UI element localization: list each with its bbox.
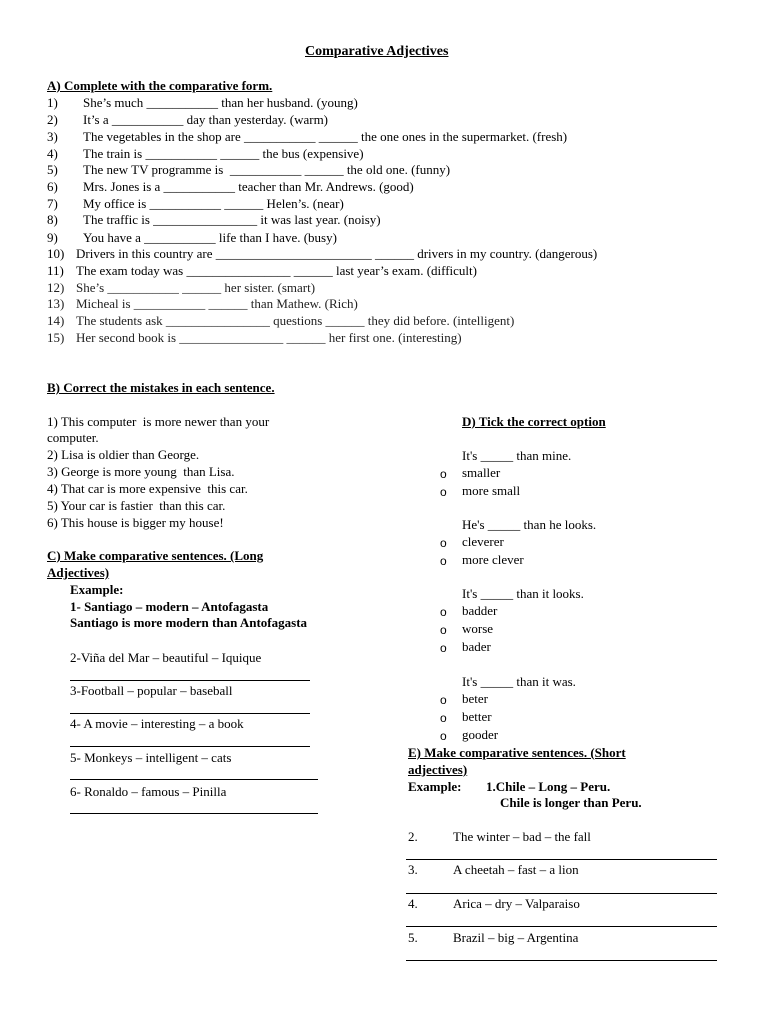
question-prompt: It's _____ than it looks.	[462, 586, 584, 601]
list-item: 4- A movie – interesting – a book	[70, 716, 244, 731]
item-text: Mrs. Jones is a ___________ teacher than Mr. Andrews. (good)	[83, 179, 414, 194]
answer-line[interactable]	[406, 893, 717, 894]
option-label: gooder	[462, 727, 499, 742]
item-number: 3.	[408, 862, 418, 877]
example-label: Example:	[408, 779, 462, 794]
list-item: 5) Your car is fastier than this car.	[47, 498, 226, 513]
list-item: 3-Football – popular – baseball	[70, 683, 233, 698]
radio-bullet-icon[interactable]: o	[440, 693, 447, 707]
section-d-heading: D) Tick the correct option	[462, 414, 606, 429]
option-label: more small	[462, 483, 521, 498]
section-a-heading: A) Complete with the comparative form.	[47, 78, 273, 93]
item-number: 2.	[408, 829, 418, 844]
item-number: 11)	[47, 263, 64, 278]
radio-bullet-icon[interactable]: o	[440, 641, 447, 655]
option-label: more clever	[462, 552, 524, 567]
item-number: 3)	[47, 129, 58, 144]
answer-line[interactable]	[406, 926, 717, 927]
item-text: The vegetables in the shop are ___________ ______ the one ones in the supermarket. (fresh)	[83, 129, 568, 144]
item-number: 9)	[47, 230, 58, 245]
item-number: 2)	[47, 112, 58, 127]
item-number: 6)	[47, 179, 58, 194]
item-text: A cheetah – fast – a lion	[453, 862, 579, 877]
item-text: Drivers in this country are ________________________ ______ drivers in my country. (dangerous)	[76, 246, 598, 261]
answer-line[interactable]	[70, 813, 318, 814]
answer-line[interactable]	[70, 713, 310, 714]
radio-bullet-icon[interactable]: o	[440, 554, 447, 568]
list-item: 2) Lisa is oldier than George.	[47, 447, 200, 462]
question-prompt: He's _____ than he looks.	[462, 517, 597, 532]
radio-bullet-icon[interactable]: o	[440, 485, 447, 499]
radio-bullet-icon[interactable]: o	[440, 729, 447, 743]
example-prompt: 1.Chile – Long – Peru.	[486, 779, 611, 794]
item-text: My office is ___________ ______ Helen’s. (near)	[83, 196, 344, 211]
item-text: The new TV programme is ___________ ______ the old one. (funny)	[83, 162, 451, 177]
list-item: 6) This house is bigger my house!	[47, 515, 224, 530]
item-number: 14)	[47, 313, 65, 328]
item-text: Her second book is ________________ ______ her first one. (interesting)	[76, 330, 462, 345]
option-label: beter	[462, 691, 488, 706]
item-text: Brazil – big – Argentina	[453, 930, 579, 945]
option-label: bader	[462, 639, 491, 654]
item-number: 1)	[47, 95, 58, 110]
list-item: 1) This computer is more newer than your	[47, 414, 270, 429]
section-e-heading: E) Make comparative sentences. (Short	[408, 745, 626, 760]
radio-bullet-icon[interactable]: o	[440, 711, 447, 725]
question-prompt: It's _____ than mine.	[462, 448, 572, 463]
list-item: 4) That car is more expensive this car.	[47, 481, 248, 496]
list-item: computer.	[47, 430, 99, 445]
question-prompt: It's _____ than it was.	[462, 674, 576, 689]
item-number: 7)	[47, 196, 58, 211]
section-c-heading-2: Adjectives)	[47, 565, 110, 580]
list-item: 3) George is more young than Lisa.	[47, 464, 235, 479]
item-number: 4.	[408, 896, 418, 911]
item-text: The traffic is ________________ it was last year. (noisy)	[83, 212, 381, 227]
answer-line[interactable]	[406, 960, 717, 961]
example-answer: Chile is longer than Peru.	[500, 795, 642, 810]
option-label: worse	[462, 621, 494, 636]
radio-bullet-icon[interactable]: o	[440, 467, 447, 481]
option-label: cleverer	[462, 534, 504, 549]
page-title: Comparative Adjectives	[305, 44, 449, 59]
item-number: 13)	[47, 296, 65, 311]
radio-bullet-icon[interactable]: o	[440, 605, 447, 619]
item-text: The train is ___________ ______ the bus (expensive)	[83, 146, 364, 161]
item-text: Micheal is ___________ ______ than Mathew. (Rich)	[76, 296, 358, 311]
answer-line[interactable]	[406, 859, 717, 860]
item-text: You have a ___________ life than I have. (busy)	[83, 230, 337, 245]
section-e-heading-2: adjectives)	[408, 762, 468, 777]
example-label: Example:	[70, 582, 124, 597]
example-prompt: 1- Santiago – modern – Antofagasta	[70, 599, 269, 614]
answer-line[interactable]	[70, 680, 310, 681]
option-label: smaller	[462, 465, 501, 480]
list-item: 2-Viña del Mar – beautiful – Iquique	[70, 650, 262, 665]
list-item: 6- Ronaldo – famous – Pinilla	[70, 784, 227, 799]
answer-line[interactable]	[70, 779, 318, 780]
item-number: 8)	[47, 212, 58, 227]
section-c-heading: C) Make comparative sentences. (Long	[47, 548, 264, 563]
item-text: Arica – dry – Valparaiso	[453, 896, 580, 911]
option-label: badder	[462, 603, 498, 618]
item-number: 10)	[47, 246, 65, 261]
item-number: 4)	[47, 146, 58, 161]
item-text: The exam today was ________________ ______ last year’s exam. (difficult)	[76, 263, 477, 278]
item-number: 15)	[47, 330, 65, 345]
list-item: 5- Monkeys – intelligent – cats	[70, 750, 232, 765]
section-b-heading: B) Correct the mistakes in each sentence.	[47, 380, 275, 395]
item-number: 5)	[47, 162, 58, 177]
radio-bullet-icon[interactable]: o	[440, 536, 447, 550]
item-text: The students ask ________________ questions ______ they did before. (intelligent)	[76, 313, 515, 328]
item-text: She’s ___________ ______ her sister. (smart)	[76, 280, 316, 295]
item-number: 12)	[47, 280, 65, 295]
item-text: It’s a ___________ day than yesterday. (warm)	[83, 112, 329, 127]
answer-line[interactable]	[70, 746, 310, 747]
item-text: She’s much ___________ than her husband. (young)	[83, 95, 358, 110]
item-text: The winter – bad – the fall	[453, 829, 591, 844]
radio-bullet-icon[interactable]: o	[440, 623, 447, 637]
example-answer: Santiago is more modern than Antofagasta	[70, 615, 308, 630]
item-number: 5.	[408, 930, 418, 945]
option-label: better	[462, 709, 492, 724]
